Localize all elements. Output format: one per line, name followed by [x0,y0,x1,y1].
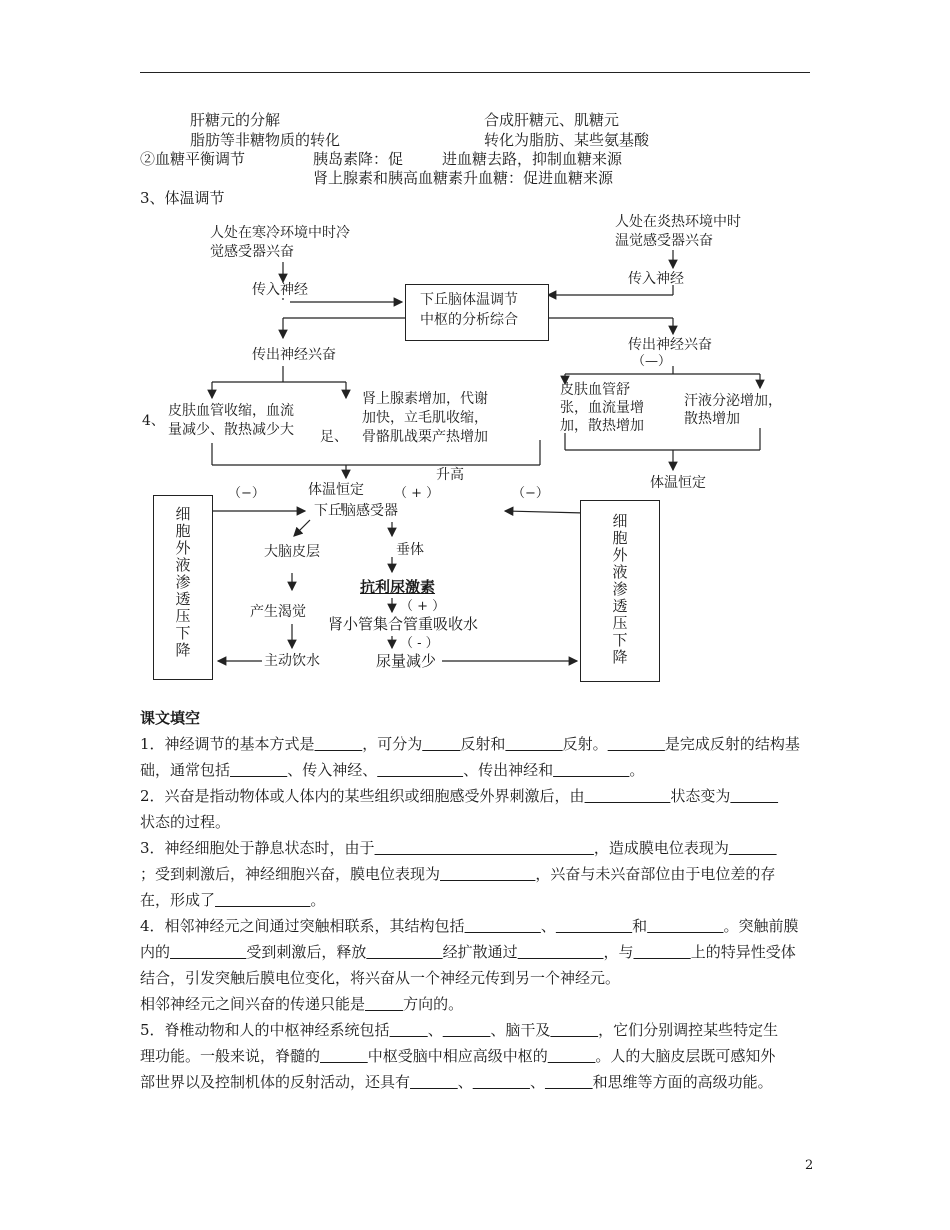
cold-source-line2: 觉感受器兴奋 [210,244,294,260]
q3-line3: 在，形成了 。 [140,891,326,909]
line4-text: 肾上腺素和胰高血糖素升血糖：促进血糖来源 [313,169,614,187]
kidney-label: 肾小管集合管重吸收水 [328,615,479,633]
q3-line1: 3．神经细胞处于静息状态时，由于 ，造成膜电位表现为 [140,839,729,857]
cerebral-cortex: 大脑皮层 [264,544,320,560]
hypothalamus-receptor: 下丘脑感受器 [314,503,398,519]
cold-source-line1: 人处在寒冷环境中时冷 [210,225,350,241]
q4-line1: 4．相邻神经元之间通过突触相联系，其结构包括 、 和 。突触前膜 [140,917,799,935]
line1-right: 合成肝糖元、肌糖元 [484,111,620,129]
pituitary: 垂体 [396,542,424,558]
line1-left: 肝糖元的分解 [190,111,281,129]
right-effect2-line2: 散热增加 [684,411,740,427]
thirst-label: 产生渴觉 [250,604,306,620]
efferent-right-mark: （—） [632,354,672,369]
plus-adh: （ + ） [400,599,446,614]
line3-right: 进血糖去路，抑制血糖来源 [442,150,623,168]
fill-questions [140,731,810,1095]
q2-line1: 2．兴奋是指动物体或人体内的某些组织或细胞感受外界刺激后，由 状态变为 [140,787,731,805]
stable-left: 体温恒定 [308,482,364,498]
hot-source-line1: 人处在炎热环境中时 [615,214,741,230]
q4-line3: 结合，引发突触后膜电位变化，将兴奋从一个神经元传到另一个神经元。 [140,969,621,987]
blood-sugar-label: ②血糖平衡调节 [140,150,246,168]
section-heading-thermo: 3、体温调节 [140,189,225,207]
q2-line2: 状态的过程。 [140,813,231,831]
minus-right: （−） [512,486,549,501]
left-osmotic-text: 细胞外液渗透压下降 [175,505,191,659]
page-number: 2 [805,1158,814,1173]
right-osmotic-text: 细胞外液渗透压下降 [612,512,628,666]
left-effect1-line1: 皮肤血管收缩，血流 [168,403,294,419]
urine-label: 尿量减少 [376,652,437,670]
rise-label: 升高 [436,467,464,483]
q4-line4: 相邻神经元之间兴奋的传递只能是 方向的。 [140,995,464,1013]
left-effect2-line1: 肾上腺素增加，代谢 [362,391,488,407]
adh-label: 抗利尿激素 [360,578,436,596]
q1-line2: 础，通常包括 、传入神经、 、传出神经和 。 [140,761,645,779]
q4-line2: 内的 受到刺激后，释放 经扩散通过 ，与 上的特异性受体 [140,943,796,961]
right-effect2-line1: 汗液分泌增加， [684,393,782,409]
q5-line1: 5．脊椎动物和人的中枢神经系统包括 、 、脑干及 ，它们分别调控某些特定生 [140,1021,779,1039]
q5-line2: 理功能。一般来说，脊髓的 中枢受脑中相应高级中枢的 。人的大脑皮层既可感知外 [140,1047,776,1065]
insulin-text: 胰岛素降：促 [313,150,404,168]
right-osmotic-box [580,500,660,682]
q5-line3: 部世界以及控制机体的反射活动，还具有 、 、 和思维等方面的高级功能。 [140,1073,773,1091]
stable-right: 体温恒定 [650,475,706,491]
left-effect2-line2: 加快，立毛肌收缩， [362,410,488,426]
center-line1: 下丘脑体温调节 [420,292,518,308]
left-osmotic-box [153,495,213,680]
overlap-fragment: 足、 [320,429,348,445]
q3-line2: ；受到刺激后，神经细胞兴奋，膜电位表现为 ，兴奋与未兴奋部位由于电位差的存 [140,865,776,883]
right-effect1-line2: 张，血流量增 [560,400,644,416]
item-number-4: 4、 [142,413,165,429]
left-effect1-line2: 量减少、散热减少大 [168,422,294,438]
plus-mid: （ + ） [394,486,440,501]
efferent-right: 传出神经兴奋 [628,337,712,353]
drink-label: 主动饮水 [264,653,320,669]
afferent-nerve-right: 传入神经 [628,271,684,287]
right-effect1-line3: 加，散热增加 [560,418,644,434]
line2-left: 脂肪等非糖物质的转化 [190,131,341,149]
left-effect2-line3: 骨骼肌战栗产热增加 [362,429,488,445]
center-line2: 中枢的分析综合 [420,312,518,328]
right-effect1-line1: 皮肤血管舒 [560,382,630,398]
fill-heading: 课文填空 [140,709,201,727]
minus-left: （−） [228,486,265,501]
hypothalamus-center-box [405,284,549,341]
hot-source-line2: 温觉感受器兴奋 [615,233,713,249]
line2-right: 转化为脂肪、某些氨基酸 [484,131,650,149]
minus-kidney: （ - ） [400,636,439,651]
efferent-left: 传出神经兴奋 [252,347,336,363]
afferent-nerve-left: 传入神经 [252,282,308,298]
q1-line1: 1．神经调节的基本方式是 ，可分为 反射和 反射。 是完成反射的结构基 [140,735,800,753]
